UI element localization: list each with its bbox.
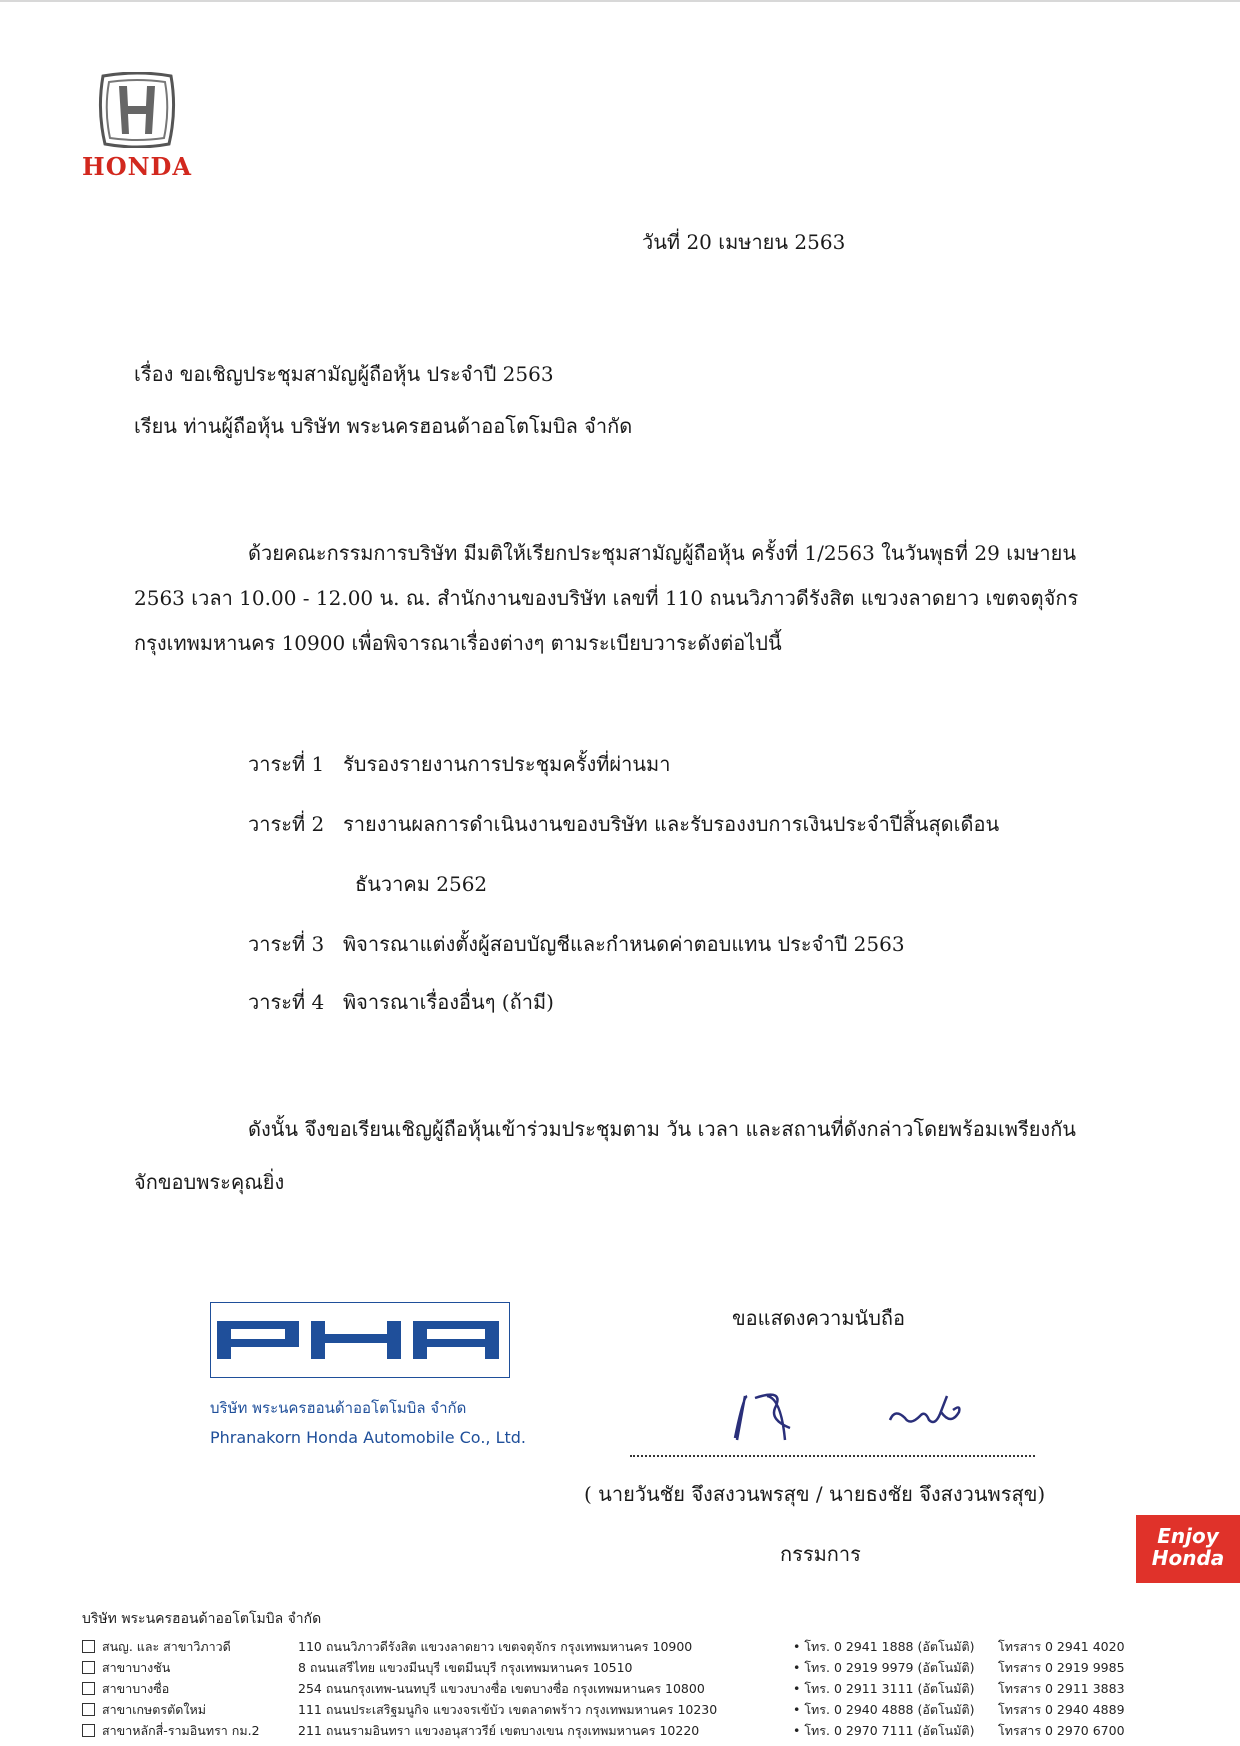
pha-logo-mark-icon bbox=[211, 1303, 508, 1376]
letter-recipient: เรียน ท่านผู้ถือหุ้น บริษัท พระนครฮอนด้าออโตโมบิล จำกัด bbox=[134, 414, 633, 438]
agenda-item-1 bbox=[248, 752, 670, 776]
branch-fax: โทรสาร 0 2970 6700 bbox=[998, 1722, 1125, 1738]
body-line-3: กรุงเทพมหานคร 10900 เพื่อพิจารณาเรื่องต่างๆ ตามระเบียบวาระดังต่อไปนี้ bbox=[134, 631, 782, 655]
agenda-number: วาระที่ 3 bbox=[248, 932, 325, 956]
signature-line bbox=[630, 1455, 1035, 1457]
branch-row bbox=[82, 1678, 1162, 1699]
branch-address: 211 ถนนรามอินทรา แขวงอนุสาวรีย์ เขตบางเขน กรุงเทพมหานคร 10220 bbox=[298, 1722, 700, 1738]
branch-address: 111 ถนนประเสริฐมนูกิจ แขวงจรเข้บัว เขตลาดพร้าว กรุงเทพมหานคร 10230 bbox=[298, 1701, 718, 1717]
enjoy-badge-line-1: Enjoy bbox=[1157, 1524, 1219, 1548]
branch-row bbox=[82, 1699, 1162, 1720]
footer-branches bbox=[82, 1608, 1162, 1741]
branch-fax: โทรสาร 0 2911 3883 bbox=[998, 1680, 1125, 1696]
branch-row bbox=[82, 1636, 1162, 1657]
signatory-title: กรรมการ bbox=[780, 1542, 861, 1566]
pha-company-name-en: Phranakorn Honda Automobile Co., Ltd. bbox=[210, 1428, 526, 1447]
honda-logo bbox=[62, 72, 212, 181]
branch-phone: • โทร. 0 2911 3111 (อัตโนมัติ) bbox=[793, 1680, 975, 1696]
agenda-text: พิจารณาแต่งตั้งผู้สอบบัญชีและกำหนดค่าตอบแทน ประจำปี 2563 bbox=[343, 932, 905, 956]
branch-phone: • โทร. 0 2970 7111 (อัตโนมัติ) bbox=[793, 1722, 975, 1738]
regards-text: ขอแสดงความนับถือ bbox=[732, 1306, 906, 1330]
letter-date: วันที่ 20 เมษายน 2563 bbox=[642, 230, 846, 254]
checkbox-icon bbox=[82, 1661, 95, 1674]
branch-phone: • โทร. 0 2919 9979 (อัตโนมัติ) bbox=[793, 1659, 975, 1675]
branch-phone: • โทร. 0 2941 1888 (อัตโนมัติ) bbox=[793, 1638, 975, 1654]
agenda-item-4 bbox=[248, 990, 554, 1014]
branch-name: สาขาหลักสี่-รามอินทรา กม.2 bbox=[102, 1722, 260, 1738]
top-border bbox=[0, 0, 1240, 2]
branch-name: สาขาบางชัน bbox=[102, 1659, 171, 1675]
branch-name: สาขาบางซื่อ bbox=[102, 1680, 170, 1696]
closing-line-2: จักขอบพระคุณยิ่ง bbox=[134, 1170, 285, 1194]
agenda-number: วาระที่ 1 bbox=[248, 752, 325, 776]
branch-name: สาขาเกษตรตัดใหม่ bbox=[102, 1701, 206, 1717]
pha-logo bbox=[210, 1302, 510, 1378]
branch-row bbox=[82, 1657, 1162, 1678]
branch-fax: โทรสาร 0 2941 4020 bbox=[998, 1638, 1125, 1654]
branch-fax: โทรสาร 0 2919 9985 bbox=[998, 1659, 1125, 1675]
body-line-1: ด้วยคณะกรรมการบริษัท มีมติให้เรียกประชุมสามัญผู้ถือหุ้น ครั้งที่ 1/2563 ในวันพุธที่ 29 เมษายน bbox=[248, 541, 1077, 565]
branch-address: 8 ถนนเสรีไทย แขวงมีนบุรี เขตมีนบุรี กรุงเทพมหานคร 10510 bbox=[298, 1659, 633, 1675]
branch-name: สนญ. และ สาขาวิภาวดี bbox=[102, 1638, 231, 1654]
pha-company-name-th: บริษัท พระนครฮอนด้าออโตโมบิล จำกัด bbox=[210, 1399, 467, 1417]
signatory-names: ( นายวันชัย จึงสงวนพรสุข / นายธงชัย จึงสงวนพรสุข) bbox=[584, 1482, 1046, 1506]
branch-row bbox=[82, 1720, 1162, 1741]
checkbox-icon bbox=[82, 1724, 95, 1737]
agenda-text: รับรองรายงานการประชุมครั้งที่ผ่านมา bbox=[343, 752, 671, 776]
agenda-item-3 bbox=[248, 932, 905, 956]
honda-h-emblem-icon bbox=[95, 72, 179, 148]
agenda-number: วาระที่ 2 bbox=[248, 812, 325, 836]
agenda-text: พิจารณาเรื่องอื่นๆ (ถ้ามี) bbox=[343, 990, 554, 1014]
agenda-item-2 bbox=[248, 812, 999, 836]
agenda-text: รายงานผลการดำเนินงานของบริษัท และรับรองงบการเงินประจำปีสิ้นสุดเดือน bbox=[343, 812, 1000, 836]
agenda-number: วาระที่ 4 bbox=[248, 990, 325, 1014]
branch-address: 110 ถนนวิภาวดีรังสิต แขวงลาดยาว เขตจตุจักร กรุงเทพมหานคร 10900 bbox=[298, 1638, 693, 1654]
footer-company-name: บริษัท พระนครฮอนด้าออโตโมบิล จำกัด bbox=[82, 1611, 322, 1627]
handwritten-signature bbox=[715, 1368, 995, 1458]
closing-line-1: ดังนั้น จึงขอเรียนเชิญผู้ถือหุ้นเข้าร่วมประชุมตาม วัน เวลา และสถานที่ดังกล่าวโดยพร้อมเพรียงกัน bbox=[248, 1117, 1076, 1141]
checkbox-icon bbox=[82, 1703, 95, 1716]
agenda-item-2-continued: ธันวาคม 2562 bbox=[355, 872, 488, 896]
body-line-2: 2563 เวลา 10.00 - 12.00 น. ณ. สำนักงานของบริษัท เลขที่ 110 ถนนวิภาวดีรังสิต แขวงลาดยาว เขตจตุจักร bbox=[134, 586, 1079, 610]
branch-phone: • โทร. 0 2940 4888 (อัตโนมัติ) bbox=[793, 1701, 975, 1717]
honda-wordmark: HONDA bbox=[82, 152, 192, 181]
checkbox-icon bbox=[82, 1682, 95, 1695]
enjoy-honda-badge bbox=[1136, 1515, 1240, 1583]
letter-subject: เรื่อง ขอเชิญประชุมสามัญผู้ถือหุ้น ประจำปี 2563 bbox=[134, 362, 554, 386]
branch-fax: โทรสาร 0 2940 4889 bbox=[998, 1701, 1125, 1717]
enjoy-badge-line-2: Honda bbox=[1151, 1546, 1225, 1570]
branch-address: 254 ถนนกรุงเทพ-นนทบุรี แขวงบางซื่อ เขตบางซื่อ กรุงเทพมหานคร 10800 bbox=[298, 1680, 705, 1696]
checkbox-icon bbox=[82, 1640, 95, 1653]
